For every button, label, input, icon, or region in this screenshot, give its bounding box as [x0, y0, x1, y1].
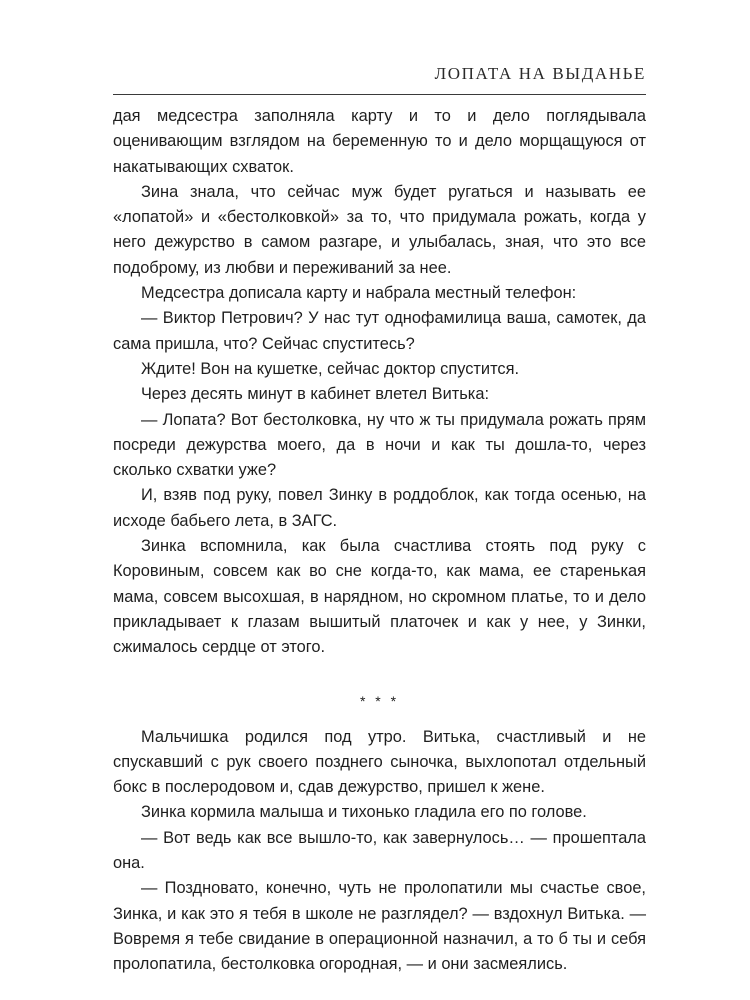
body-text	[113, 104, 646, 978]
running-head: ЛОПАТА НА ВЫДАНЬЕ	[434, 64, 646, 83]
paragraph: Медсестра дописала карту и набрала местный телефон:	[141, 284, 577, 303]
paragraph: Ждите! Вон на кушетке, сейчас доктор спустится.	[141, 359, 520, 378]
paragraph: — Вот ведь как все вышло-то, как завернулось… — прошептала она.	[113, 828, 646, 873]
paragraph: Через десять минут в кабинет влетел Витька:	[141, 385, 490, 404]
section-separator: * * *	[359, 692, 400, 709]
paragraph: — Лопата? Вот бестолковка, ну что ж ты придумала рожать прям посреди дежурства моего, да в ночи и как ты дошла-то, через сколько схватки уже?	[113, 410, 646, 480]
paragraph: И, взяв под руку, повел Зинку в роддоблок, как тогда осенью, на исходе бабьего лета, в ЗАГС.	[113, 486, 646, 530]
paragraph: Зинка вспомнила, как была счастлива стоять под руку с Коровиным, совсем как во сне когда-то, как мама, ее старенькая мама, совсем высохшая, в нарядном, но скромном платье, то и дело прикладывает к глазам вышитый платочек и как у нее, у Зинки, сжималось сердце от этого.	[113, 537, 646, 657]
paragraph: — Поздновато, конечно, чуть не пролопатили мы счастье свое, Зинка, и как это я тебя в школе не разглядел? — вздохнул Витька. — Вовремя я тебе свидание в операционной назначил, а то б ты и себя пролопатила, бестолковка огородная, — и они засмеялись.	[113, 879, 646, 974]
header-rule	[113, 94, 646, 95]
paragraph: Зинка кормила малыша и тихонько гладила его по голове.	[141, 803, 587, 822]
paragraph: Мальчишка родился под утро. Витька, счастливый и не спускавший с рук своего позднего сыночка, выхлопотал отдельный бокс в послеродовом и, сдав дежурство, пришел к жене.	[113, 727, 646, 797]
paragraph: дая медсестра заполняла карту и то и дело поглядывала оценивающим взглядом на беременную то и дело морщащуюся от накатывающих схваток.	[113, 107, 646, 176]
paragraph: Зина знала, что сейчас муж будет ругаться и называть ее «лопатой» и «бестолковкой» за то, что придумала рожать, когда у него дежурство в самом разгаре, и улыбалась, зная, что это все подоброму, из любви и переживаний за нее.	[113, 182, 646, 277]
paragraph: — Виктор Петрович? У нас тут однофамилица ваша, самотек, да сама пришла, что? Сейчас спуститесь?	[113, 309, 646, 353]
